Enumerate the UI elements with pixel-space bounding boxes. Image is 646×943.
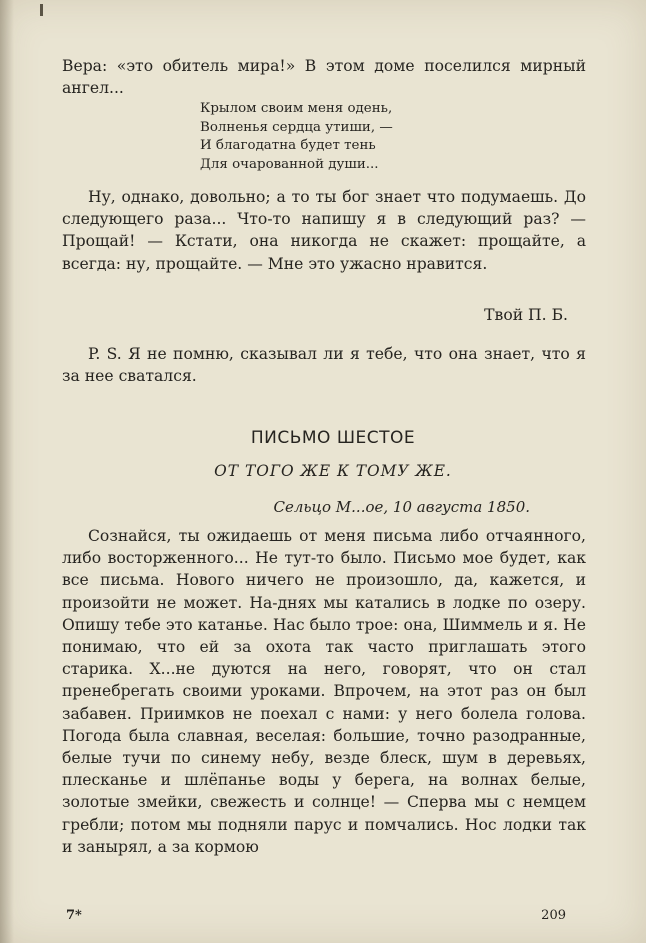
verse-line: Для очарованной души... — [200, 156, 379, 172]
closing-paragraph: Ну, однако, довольно; а то ты бог знает что подумаешь. До следующего раза... Что-то напишу я в следующий раз? — Прощай! — Кстати, она никогда не скажет: прощайте, а всегда: ну, прощайте. — Мне это ужасно нравится. — [62, 188, 586, 273]
verse-line: Крылом своим меня одень, — [200, 101, 393, 116]
verse-line: И благодатна будет тень — [200, 138, 376, 153]
postscript: P. S. Я не помню, сказывал ли я тебе, что она знает, что я за нее сватался. — [62, 345, 586, 386]
letter-body: Сознайся, ты ожидаешь от меня письма либо отчаянного, либо восторженного... Не тут-то было. Письмо мое будет, как все письма. Нового ничего не произошло, да, кажется, и произойти не может. На-днях мы катались в лодке по озеру. Опишу тебе это катанье. Нас было трое: она, Шиммель и я. Не понимаю, что ей за охота так часто приглашать этого старика. Х...не дуются на него, говорят, что он стал пренебрегать своими уроками. Впрочем, на этот раз он был забавен. Приимков не поехал с нами: у него болела голова. Погода была славная, веселая: большие, точно разодранные, белые тучи по синему небу, везде блеск, шум в деревьях, плесканье и шлёпанье воды у берега, на волнах белые, золотые змейки, свежесть и солнце! — Сперва мы с немцем гребли; потом мы подняли парус и помчались. Нос лодки так и занырял, а за кормою — [62, 527, 586, 856]
chapter-title: ПИСЬМО ШЕСТОЕ — [250, 428, 416, 448]
verse-block — [200, 100, 393, 174]
opening-paragraph: Вера: «это обитель мира!» В этом доме поселился мирный ангел... — [62, 57, 586, 98]
signature-mark: 7* — [66, 908, 82, 923]
chapter-subtitle: ОТ ТОГО ЖЕ К ТОМУ ЖЕ. — [214, 462, 452, 480]
margin-mark — [40, 4, 43, 16]
letter-dateline: Сельцо М...ое, 10 августа 1850. — [273, 498, 530, 516]
verse-line: Волненья сердца утиши, — — [200, 119, 393, 135]
page-number: 209 — [541, 908, 566, 923]
letter-signature: Твой П. Б. — [484, 306, 568, 324]
